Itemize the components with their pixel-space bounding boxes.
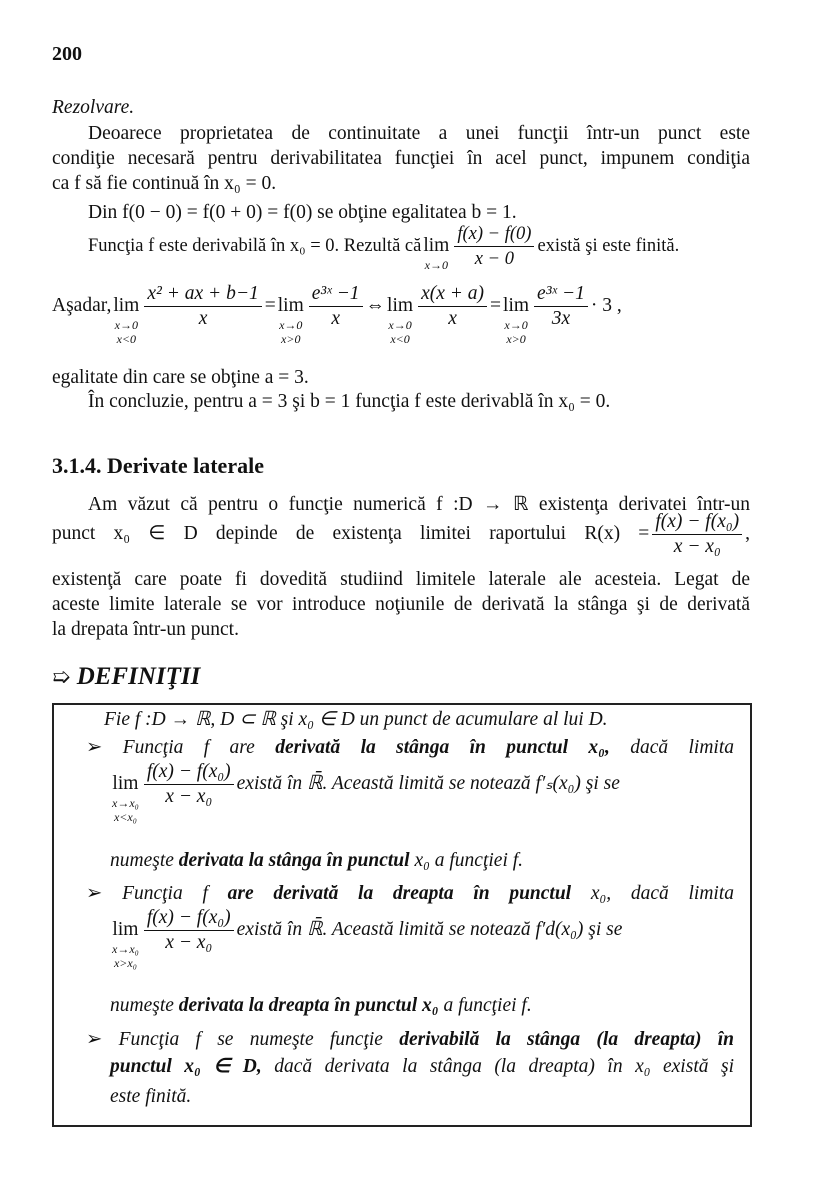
denominator: x − 0 xyxy=(474,249,514,269)
text: numeşte xyxy=(110,995,179,1016)
text: numeşte xyxy=(110,850,179,871)
lim: lim xyxy=(112,773,139,794)
bullet-icon: ➢ xyxy=(86,737,103,758)
denominator: x − x₀ xyxy=(165,786,213,807)
definition-left-limit xyxy=(110,760,740,824)
denominator: x xyxy=(448,308,457,329)
definition-intro: Fie f :D → ℝ, D ⊂ ℝ şi x₀ ∈ D un punct de acumulare al lui D. xyxy=(104,709,608,730)
bullet-icon: ➢ xyxy=(86,1029,103,1050)
bold-term: derivata la stânga în punctul xyxy=(178,850,410,871)
equation-line xyxy=(52,282,750,346)
text: , xyxy=(745,523,750,544)
iff-symbol: ⇔ xyxy=(365,295,386,316)
text: punct x₀ ∈ D depinde de existenţa limitei raportului R(x) = xyxy=(52,523,650,544)
numerator: e³ˣ −1 xyxy=(309,282,363,307)
text: Aşadar, xyxy=(52,295,112,316)
paragraph-line: la drepata într-un punct. xyxy=(52,619,239,640)
numerator: e³ˣ −1 xyxy=(534,282,588,307)
numerator: f(x) − f(x₀) xyxy=(652,510,742,535)
text: Funcţia f xyxy=(122,883,228,904)
paragraph-line: În concluzie, pentru a = 3 şi b = 1 funcţia f este derivablă în x₀ = 0. xyxy=(88,391,611,412)
denominator: x − x₀ xyxy=(165,932,213,953)
definition-left-name xyxy=(110,849,808,873)
text: x₀, dacă limita xyxy=(571,883,734,904)
numerator: f(x) − f(x₀) xyxy=(144,760,234,785)
lim-sub: x→0 xyxy=(424,258,448,272)
lim-sub: x→0 xyxy=(114,318,138,332)
definitions-title: DEFINIŢII xyxy=(76,663,201,690)
definition-right-limit xyxy=(110,906,740,970)
ratio-line xyxy=(52,510,750,559)
denominator: x − x₀ xyxy=(673,536,721,557)
lim: lim xyxy=(423,235,450,256)
paragraph-line: Deoarece proprietatea de continuitate a unei funcţii într-un punct este xyxy=(88,123,750,144)
pointer-icon: ➯ xyxy=(52,664,71,689)
equals: = xyxy=(264,295,276,316)
lim-sub: x>0 xyxy=(506,332,526,346)
lim: lim xyxy=(277,295,304,316)
bullet-icon: ➢ xyxy=(86,883,103,904)
lim-sub: x>0 xyxy=(281,332,301,346)
lim: lim xyxy=(387,295,414,316)
paragraph-line: Din f(0 − 0) = f(0 + 0) = f(0) se obţine egalitatea b = 1. xyxy=(88,202,517,223)
paragraph-line: condiţie necesară pentru derivabilitatea funcţiei în acel punct, impunem condiţia xyxy=(52,148,750,169)
numerator: f(x) − f(0) xyxy=(454,222,534,247)
lim-sub: x<0 xyxy=(116,332,137,346)
definition-left-line xyxy=(86,736,734,760)
text: a funcţiei f. xyxy=(438,995,532,1016)
lim-sub: x→x₀ xyxy=(112,942,139,956)
text: x₀ a funcţiei f. xyxy=(409,850,524,871)
paragraph-line: egalitate din care se obţine a = 3. xyxy=(52,367,309,388)
definition-right-name xyxy=(110,994,808,1018)
lim: lim xyxy=(113,295,140,316)
definitions-heading xyxy=(52,662,750,692)
denominator: 3x xyxy=(551,308,571,329)
lim-sub: x<x₀ xyxy=(113,810,137,824)
lim: lim xyxy=(503,295,530,316)
denominator: x xyxy=(198,308,208,329)
equals: = xyxy=(490,295,502,316)
solution-label: Rezolvare. xyxy=(52,97,135,118)
paragraph-line: aceste limite laterale se vor introduce noţiunile de derivată la stânga şi de derivată xyxy=(52,594,750,615)
paragraph-line: existenţă care poate fi dovedită studiind limitele laterale ale acesteia. Legat de xyxy=(52,569,750,590)
definition-derivable-line xyxy=(86,1028,734,1052)
section-title: 3.1.4. Derivate laterale xyxy=(52,453,264,478)
bold-term: are derivată la dreapta în punctul xyxy=(227,883,572,904)
lim: lim xyxy=(112,919,139,940)
lim-sub: x→0 xyxy=(279,318,303,332)
numerator: x(x + a) xyxy=(418,282,487,307)
bold-term: derivabilă la stânga (la dreapta) în xyxy=(399,1029,735,1050)
text: dacă derivata la stânga (la dreapta) în x₀ există şi xyxy=(261,1056,734,1077)
numerator: f(x) − f(x₀) xyxy=(144,906,234,931)
numerator: x² + ax + b−1 xyxy=(144,282,261,307)
bold-term: punctul x₀ ∈ D, xyxy=(110,1056,262,1077)
text: există şi este finită. xyxy=(537,236,680,256)
bold-term: derivata la dreapta în punctul x₀ xyxy=(178,995,439,1016)
lim-sub: x>x₀ xyxy=(113,956,137,970)
definition-derivable-line: este finită. xyxy=(110,1086,192,1107)
text: Funcţia f se numeşte funcţie xyxy=(118,1029,400,1050)
definition-right-line xyxy=(86,882,734,906)
bold-term: derivată la stânga în punctul x₀, xyxy=(275,737,610,758)
paragraph-line: Am văzut că pentru o funcţie numerică f :D → ℝ existenţa derivatei într-un xyxy=(88,494,750,515)
denominator: x xyxy=(331,308,340,329)
text: dacă limita xyxy=(609,737,735,758)
text: există în ℝ̄. Această limită se notează f′d(x₀) şi se xyxy=(236,919,623,940)
paragraph-line: ca f să fie continuă în x₀ = 0. xyxy=(52,173,277,194)
text: există în ℝ̄. Această limită se notează f′ₛ(x₀) şi se xyxy=(236,773,620,794)
lim-sub: x→0 xyxy=(504,318,528,332)
text: Funcţia f are xyxy=(122,737,276,758)
definition-derivable-line xyxy=(110,1055,734,1079)
derivability-line xyxy=(88,222,750,272)
page-number: 200 xyxy=(52,43,82,65)
lim-sub: x<0 xyxy=(390,332,410,346)
lim-sub: x→0 xyxy=(388,318,412,332)
lim-sub: x→x₀ xyxy=(112,796,139,810)
text: · 3 , xyxy=(590,295,622,316)
text: Funcţia f este derivabilă în x₀ = 0. Rezultă că xyxy=(88,236,422,256)
